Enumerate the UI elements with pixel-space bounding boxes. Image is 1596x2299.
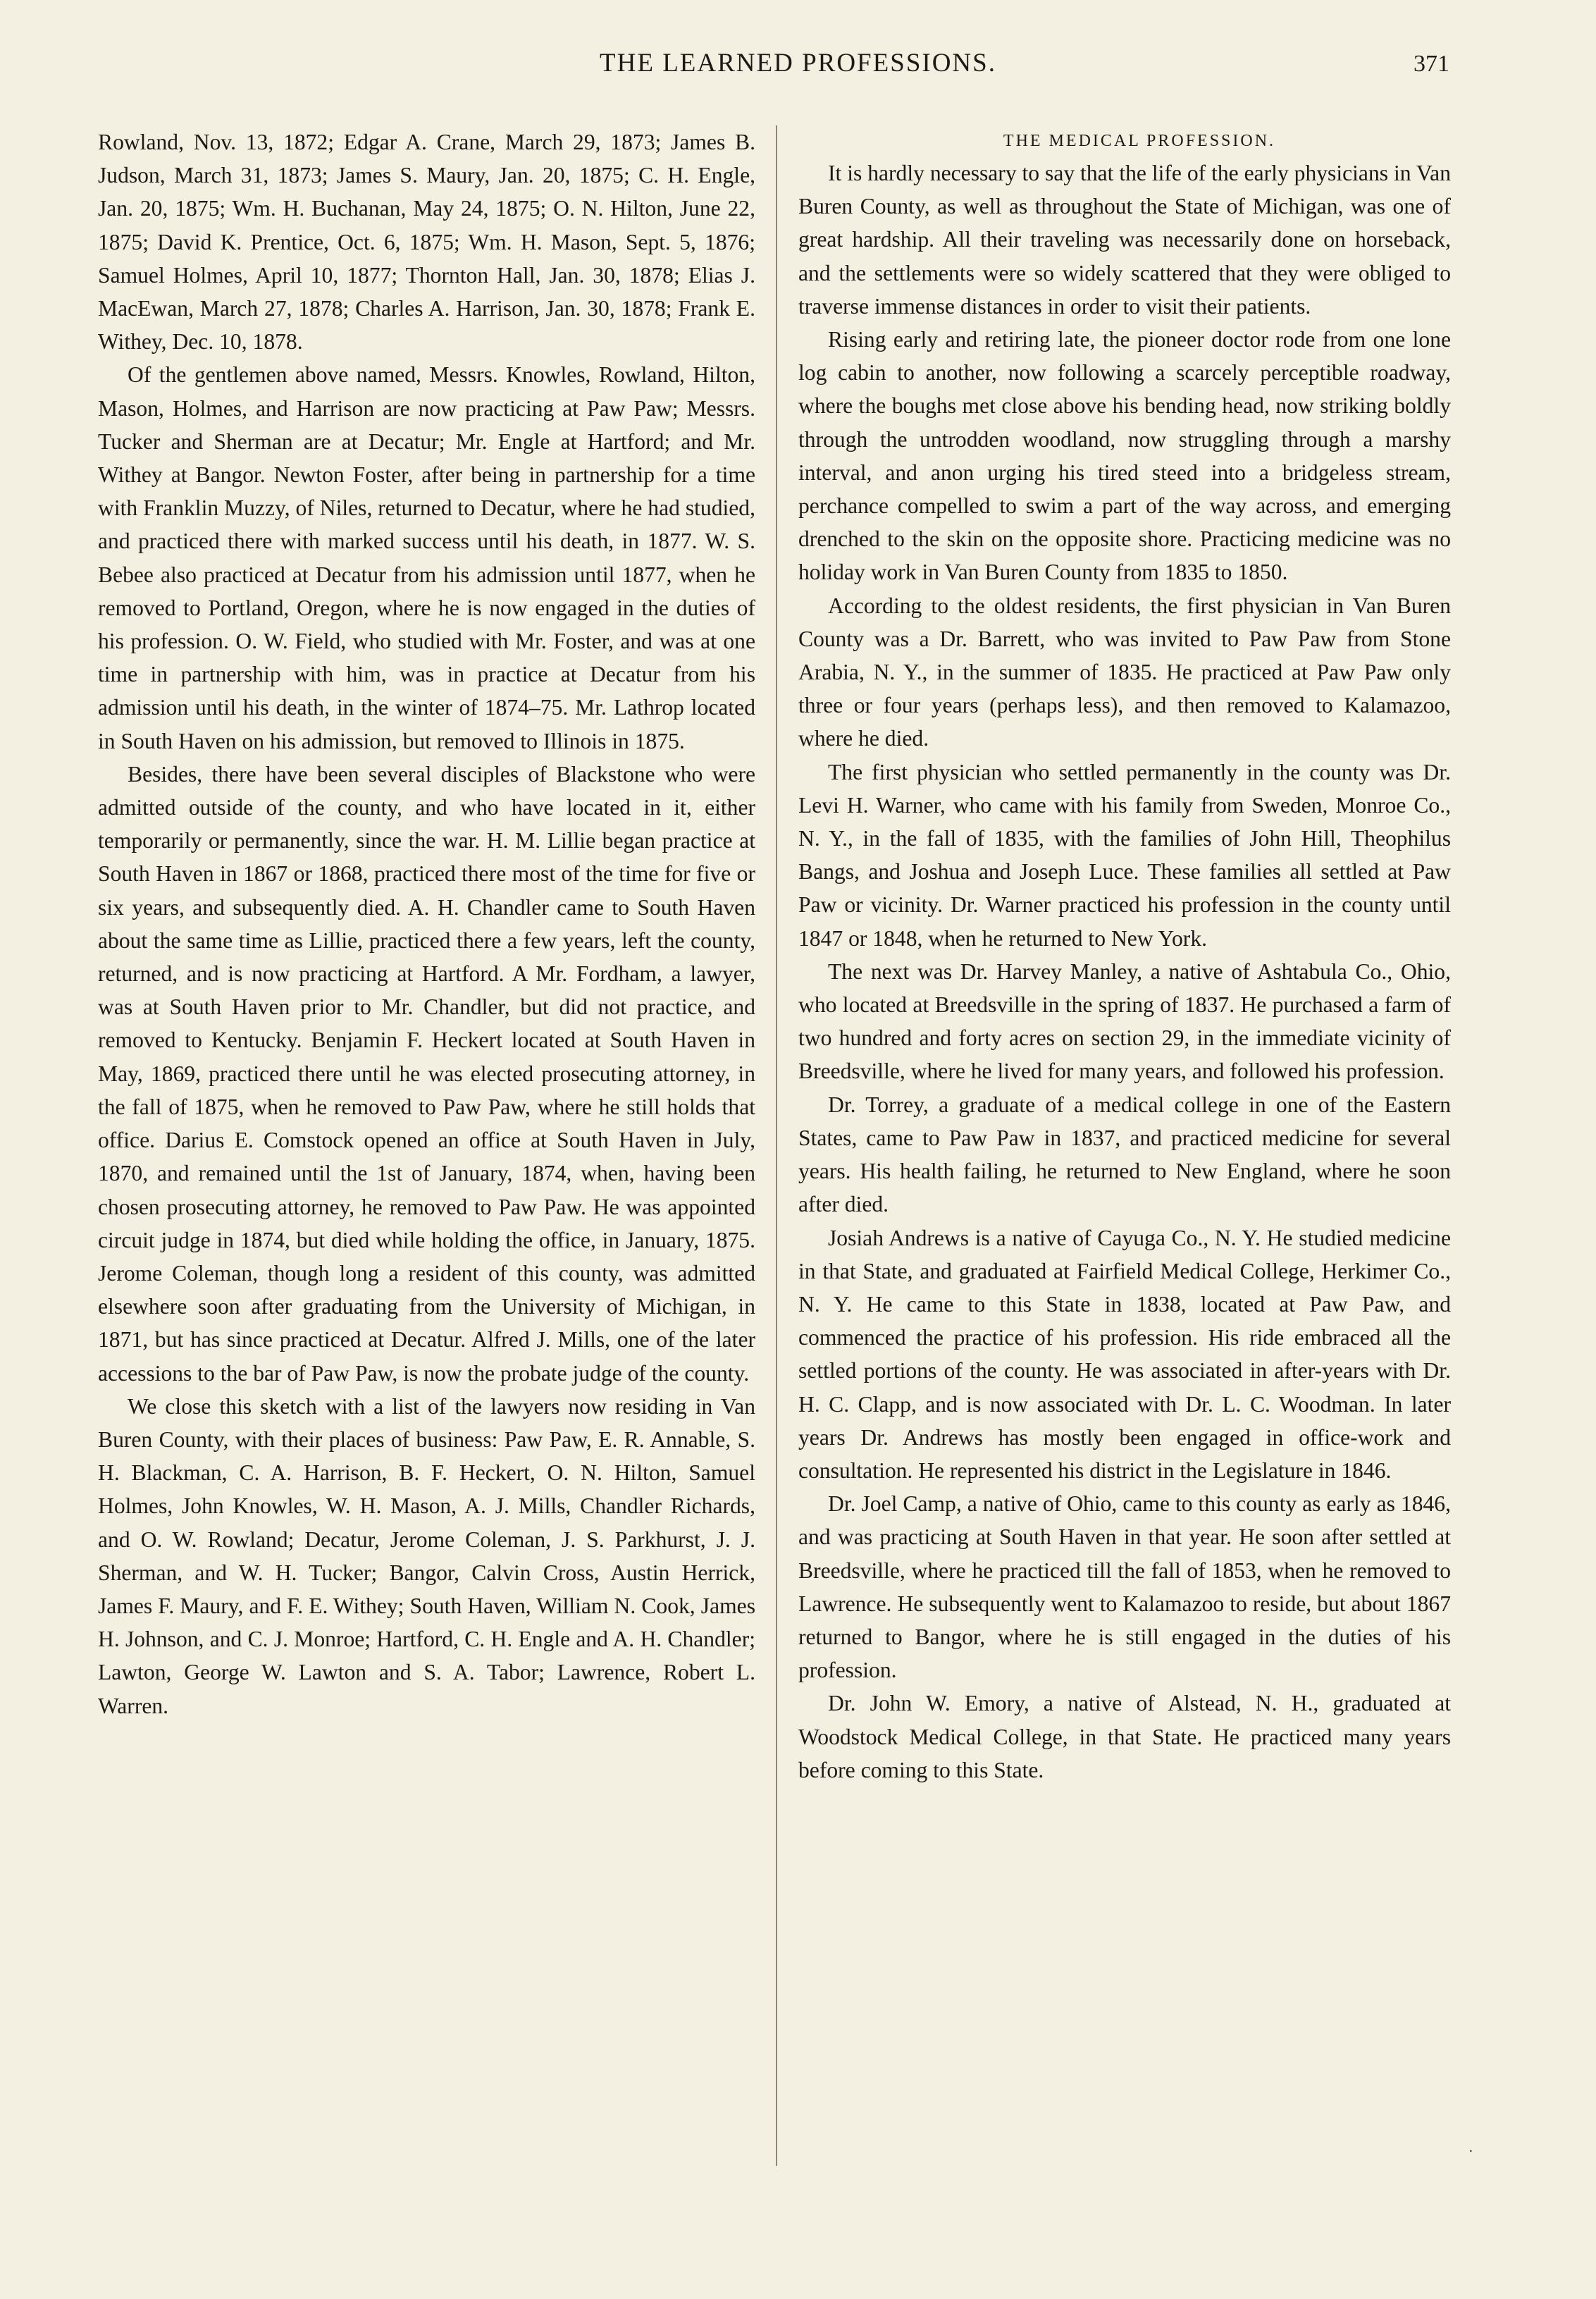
right-paragraph: The next was Dr. Harvey Manley, a native of Ashtabula Co., Ohio, who located at Breedsville in the spring of 1837. He purchased a farm of two hundred and forty acres on section 29, in the immediate vicinity of Breedsville, where he lived for many years, and followed his profession. bbox=[798, 959, 1451, 1084]
print-speck: ․ bbox=[1468, 2138, 1473, 2155]
right-paragraph: Rising early and retiring late, the pioneer doctor rode from one lone log cabin to another, now following a scarcely perceptible roadway, where the boughs met close above his bending head, now striking boldly through the untrodden woodland, now struggling through a marshy interval, and anon urging his tired steed into a bridgeless stream, perchance compelled to swim a part of the way across, and emerging drenched to the skin on the opposite shore. Practicing medicine was no holiday work in Van Buren County from 1835 to 1850. bbox=[798, 327, 1451, 585]
right-paragraph: The first physician who settled permanently in the county was Dr. Levi H. Warner, who came with his family from Sweden, Monroe Co., N. Y., in the fall of 1835, with the families of John Hill, Theophilus Bangs, and Joshua and Joseph Luce. These families all settled at Paw Paw or vicinity. Dr. Warner practiced his profession in the county until 1847 or 1848, when he returned to New York. bbox=[798, 759, 1451, 951]
right-paragraph: Josiah Andrews is a native of Cayuga Co., N. Y. He studied medicine in that State, and graduated at Fairfield Medical College, Herkimer Co., N. Y. He came to this State in 1838, located at Paw Paw, and commenced the practice of his profession. His ride embraced all the settled portions of the county. He was associated in after-years with Dr. H. C. Clapp, and is now associated with Dr. L. C. Woodman. In later years Dr. Andrews has mostly been engaged in office-work and consultation. He represented his district in the Legislature in 1846. bbox=[798, 1225, 1451, 1483]
right-paragraph: Dr. Torrey, a graduate of a medical college in one of the Eastern States, came to Paw Paw in 1837, and practiced medicine for several years. His health failing, he returned to New England, where he soon after died. bbox=[798, 1092, 1451, 1217]
left-column bbox=[98, 125, 755, 1722]
left-paragraph: Besides, there have been several disciples of Blackstone who were admitted outside of the county, and who have located in it, either temporarily or permanently, since the war. H. M. Lillie began practice at South Haven in 1867 or 1868, practiced there most of the time for five or six years, and subsequently died. A. H. Chandler came to South Haven about the same time as Lillie, practiced there a few years, left the county, returned, and is now practicing at Hartford. A Mr. Fordham, a lawyer, was at South Haven prior to Mr. Chandler, but did not practice, and removed to Kentucky. Benjamin F. Heckert located at South Haven in May, 1869, practiced there until he was elected prosecuting attorney, in the fall of 1875, when he removed to Paw Paw, where he still holds that office. Darius E. Comstock opened an office at South Haven in July, 1870, and remained until the 1st of January, 1874, when, having been chosen prosecuting attorney, he removed to Paw Paw. He was appointed circuit judge in 1874, but died while holding the office, in January, 1875. Jerome Coleman, though long a resident of this county, was admitted elsewhere soon after graduating from the University of Michigan, in 1871, but has since practiced at Decatur. Alfred J. Mills, one of the later accessions to the bar of Paw Paw, is now the probate judge of the county. bbox=[98, 761, 755, 1386]
left-paragraph: We close this sketch with a list of the lawyers now residing in Van Buren County, with their places of business: Paw Paw, E. R. Annable, S. H. Blackman, C. A. Harrison, B. F. Heckert, O. N. Hilton, Samuel Holmes, John Knowles, W. H. Mason, A. J. Mills, Chandler Richards, and O. W. Rowland; Decatur, Jerome Coleman, J. S. Parkhurst, J. J. Sherman, and W. H. Tucker; Bangor, Calvin Cross, Austin Herrick, James F. Maury, and F. E. Withey; South Haven, William N. Cook, James H. Johnson, and C. J. Monroe; Hartford, C. H. Engle and A. H. Chandler; Lawton, George W. Lawton and S. A. Tabor; Lawrence, Robert L. Warren. bbox=[98, 1393, 755, 1718]
left-paragraph: Rowland, Nov. 13, 1872; Edgar A. Crane, March 29, 1873; James B. Judson, March 31, 1873; James S. Maury, Jan. 20, 1875; C. H. Engle, Jan. 20, 1875; Wm. H. Buchanan, May 24, 1875; O. N. Hilton, June 22, 1875; David K. Prentice, Oct. 6, 1875; Wm. H. Mason, Sept. 5, 1876; Samuel Holmes, April 10, 1877; Thornton Hall, Jan. 30, 1878; Elias J. MacEwan, March 27, 1878; Charles A. Harrison, Jan. 30, 1878; Frank E. Withey, Dec. 10, 1878. bbox=[98, 130, 755, 355]
section-heading: THE MEDICAL PROFESSION. bbox=[1003, 132, 1276, 150]
column-divider bbox=[776, 125, 777, 2166]
page-number: 371 bbox=[1413, 51, 1449, 77]
left-paragraph: Of the gentlemen above named, Messrs. Knowles, Rowland, Hilton, Mason, Holmes, and Harrison are now practicing at Paw Paw; Messrs. Tucker and Sherman are at Decatur; Mr. Engle at Hartford; and Mr. Withey at Bangor. Newton Foster, after being in partnership for a time with Franklin Muzzy, of Niles, returned to Decatur, where he had studied, and practiced there with marked success until his death, in 1877. W. S. Bebee also practiced at Decatur from his admission until 1877, when he removed to Portland, Oregon, where he is now engaged in the duties of his profession. O. W. Field, who studied with Mr. Foster, and was at one time in partnership with him, was in practice at Decatur from his admission until his death, in the winter of 1874–75. Mr. Lathrop located in South Haven on his admission, but removed to Illinois in 1875. bbox=[98, 362, 755, 753]
page-header bbox=[0, 48, 1596, 90]
right-column bbox=[798, 125, 1451, 1787]
right-paragraph: It is hardly necessary to say that the life of the early physicians in Van Buren County, as well as throughout the State of Michigan, was one of great hardship. All their traveling was necessarily done on horseback, and the settlements were so widely scattered that they were obliged to traverse immense distances in order to visit their patients. bbox=[798, 161, 1451, 319]
right-paragraph: Dr. Joel Camp, a native of Ohio, came to this county as early as 1846, and was practicing at South Haven in that year. He soon after settled at Breedsville, where he practiced till the fall of 1853, when he removed to Lawrence. He subsequently went to Kalamazoo to reside, but about 1867 returned to Bangor, where he is still engaged in the duties of his profession. bbox=[798, 1491, 1451, 1683]
right-paragraph: According to the oldest residents, the first physician in Van Buren County was a Dr. Barrett, who was invited to Paw Paw from Stone Arabia, N. Y., in the summer of 1835. He practiced at Paw Paw only three or four years (perhaps less), and then removed to Kalamazoo, where he died. bbox=[798, 593, 1451, 751]
right-paragraph: Dr. John W. Emory, a native of Alstead, N. H., graduated at Woodstock Medical College, in that State. He practiced many years before coming to this State. bbox=[798, 1691, 1451, 1782]
running-title: THE LEARNED PROFESSIONS. bbox=[600, 49, 996, 78]
